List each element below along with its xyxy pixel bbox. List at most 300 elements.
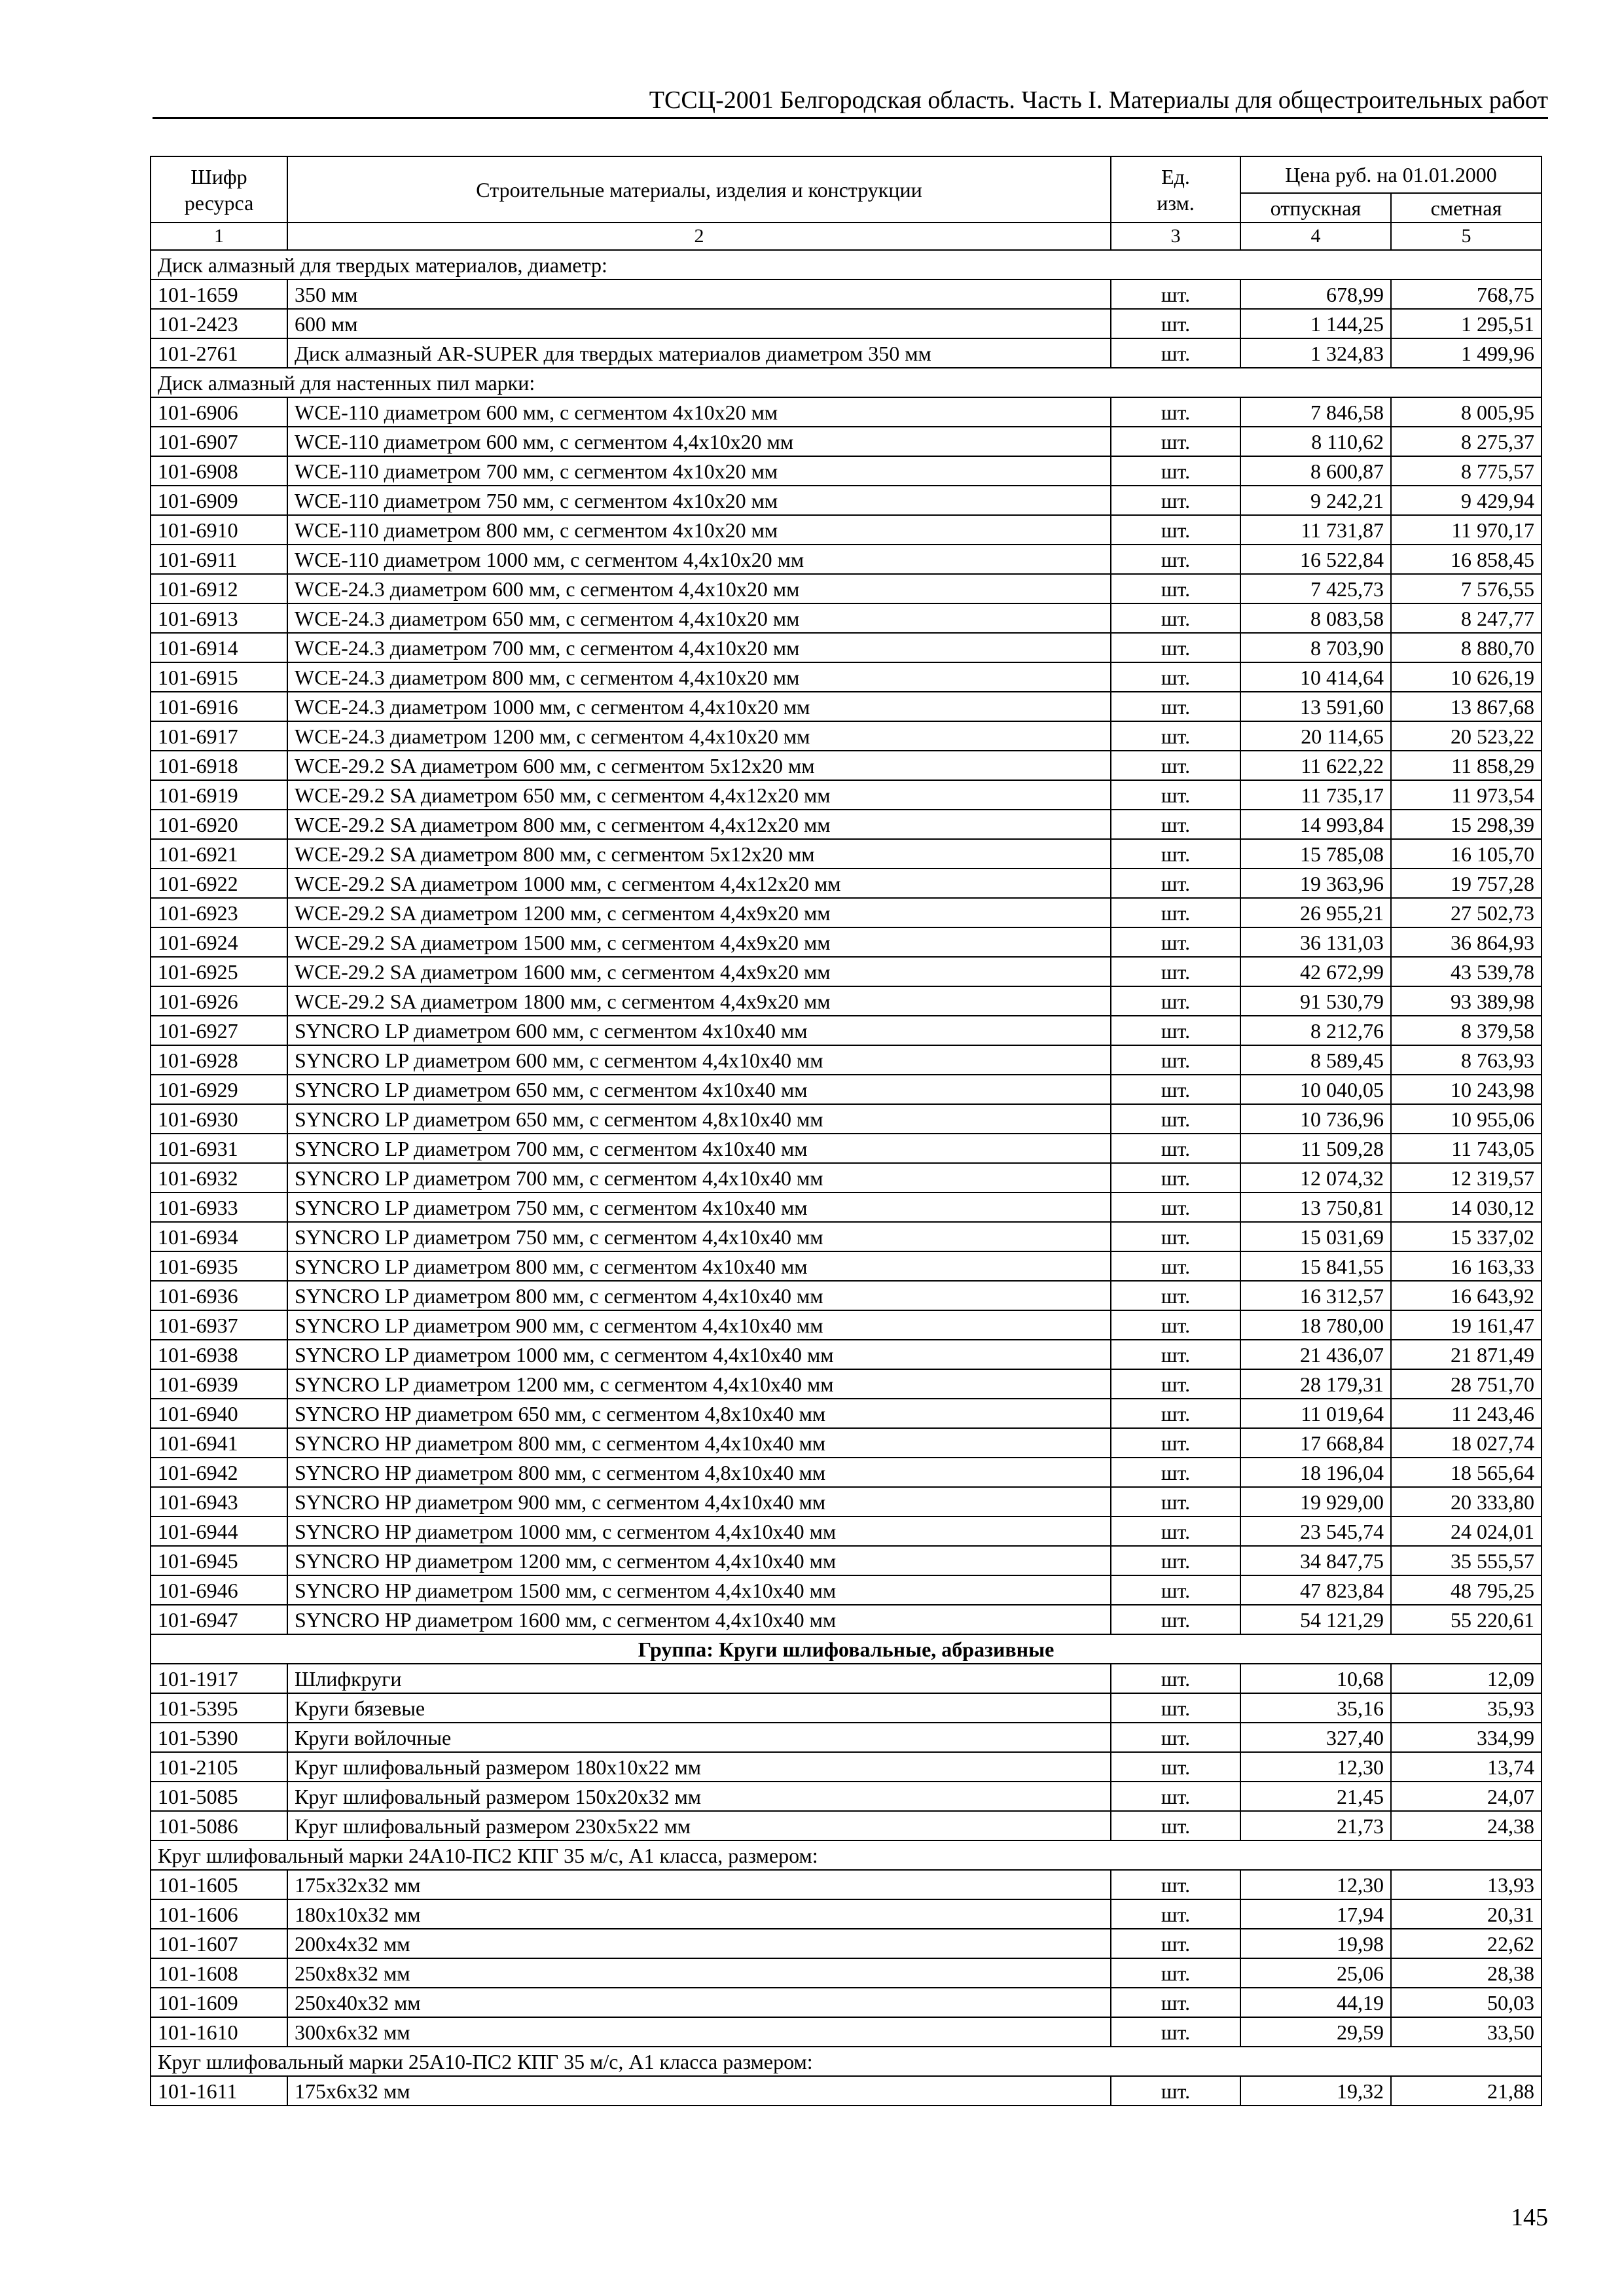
material-name: WCE-29.2 SA диаметром 1500 мм, с сегментом 4,4x9x20 мм <box>287 927 1111 957</box>
resource-code: 101-5086 <box>151 1811 287 1840</box>
material-name: SYNCRO LP диаметром 1200 мм, с сегментом 4,4x10x40 мм <box>287 1369 1111 1399</box>
estimate-price: 28 751,70 <box>1391 1369 1542 1399</box>
material-name: 350 мм <box>287 279 1111 309</box>
unit-of-measure: шт. <box>1111 1310 1240 1340</box>
estimate-price: 15 337,02 <box>1391 1222 1542 1251</box>
unit-of-measure: шт. <box>1111 1988 1240 2017</box>
resource-code: 101-1611 <box>151 2076 287 2106</box>
release-price: 12,30 <box>1240 1870 1391 1899</box>
resource-code: 101-6917 <box>151 721 287 751</box>
table-row <box>151 1340 1542 1369</box>
estimate-price: 20 523,22 <box>1391 721 1542 751</box>
column-number: 2 <box>287 223 1111 250</box>
resource-code: 101-6919 <box>151 780 287 810</box>
release-price: 1 144,25 <box>1240 309 1391 338</box>
material-name: Круг шлифовальный размером 230x5x22 мм <box>287 1811 1111 1840</box>
column-header-price: Цена руб. на 01.01.2000 <box>1240 156 1542 193</box>
header-rule <box>153 117 1548 119</box>
release-price: 327,40 <box>1240 1723 1391 1752</box>
resource-code: 101-6932 <box>151 1163 287 1193</box>
unit-of-measure: шт. <box>1111 1045 1240 1075</box>
material-name: SYNCRO LP диаметром 600 мм, с сегментом 4x10x40 мм <box>287 1016 1111 1045</box>
resource-code: 101-6936 <box>151 1281 287 1310</box>
estimate-price: 43 539,78 <box>1391 957 1542 986</box>
estimate-price: 768,75 <box>1391 279 1542 309</box>
release-price: 11 731,87 <box>1240 515 1391 545</box>
unit-of-measure: шт. <box>1111 1075 1240 1104</box>
table-row <box>151 839 1542 869</box>
table-row <box>151 927 1542 957</box>
table-row <box>151 1811 1542 1840</box>
table-row <box>151 1016 1542 1045</box>
estimate-price: 28,38 <box>1391 1958 1542 1988</box>
release-price: 19,98 <box>1240 1929 1391 1958</box>
resource-code: 101-6908 <box>151 456 287 486</box>
estimate-price: 10 243,98 <box>1391 1075 1542 1104</box>
unit-of-measure: шт. <box>1111 1546 1240 1575</box>
unit-of-measure: шт. <box>1111 1369 1240 1399</box>
estimate-price: 16 105,70 <box>1391 839 1542 869</box>
resource-code: 101-6942 <box>151 1458 287 1487</box>
table-row <box>151 1516 1542 1546</box>
resource-code: 101-6920 <box>151 810 287 839</box>
table-row <box>151 1723 1542 1752</box>
estimate-price: 18 565,64 <box>1391 1458 1542 1487</box>
table-row <box>151 1045 1542 1075</box>
material-name: WCE-110 диаметром 750 мм, с сегментом 4x10x20 мм <box>287 486 1111 515</box>
group-heading-row <box>151 1634 1542 1664</box>
unit-of-measure: шт. <box>1111 898 1240 927</box>
release-price: 10,68 <box>1240 1664 1391 1693</box>
table-row <box>151 898 1542 927</box>
material-name: SYNCRO LP диаметром 750 мм, с сегментом 4,4x10x40 мм <box>287 1222 1111 1251</box>
column-header-code: Шифр ресурса <box>151 156 287 223</box>
estimate-price: 11 973,54 <box>1391 780 1542 810</box>
table-header <box>151 156 1542 250</box>
release-price: 29,59 <box>1240 2017 1391 2047</box>
table-row <box>151 338 1542 368</box>
table-row <box>151 1870 1542 1899</box>
unit-of-measure: шт. <box>1111 338 1240 368</box>
resource-code: 101-5395 <box>151 1693 287 1723</box>
material-name: SYNCRO LP диаметром 600 мм, с сегментом 4,4x10x40 мм <box>287 1045 1111 1075</box>
release-price: 18 196,04 <box>1240 1458 1391 1487</box>
material-name: WCE-24.3 диаметром 1000 мм, с сегментом 4,4x10x20 мм <box>287 692 1111 721</box>
release-price: 26 955,21 <box>1240 898 1391 927</box>
table-row <box>151 810 1542 839</box>
resource-code: 101-6921 <box>151 839 287 869</box>
material-name: 200x4x32 мм <box>287 1929 1111 1958</box>
estimate-price: 24,38 <box>1391 1811 1542 1840</box>
resource-code: 101-6946 <box>151 1575 287 1605</box>
resource-code: 101-1607 <box>151 1929 287 1958</box>
unit-of-measure: шт. <box>1111 662 1240 692</box>
resource-code: 101-6915 <box>151 662 287 692</box>
table-row <box>151 1752 1542 1782</box>
unit-of-measure: шт. <box>1111 1193 1240 1222</box>
resource-code: 101-1606 <box>151 1899 287 1929</box>
unit-of-measure: шт. <box>1111 486 1240 515</box>
resource-code: 101-6916 <box>151 692 287 721</box>
estimate-price: 16 163,33 <box>1391 1251 1542 1281</box>
material-name: SYNCRO LP диаметром 800 мм, с сегментом 4,4x10x40 мм <box>287 1281 1111 1310</box>
unit-of-measure: шт. <box>1111 427 1240 456</box>
table-row <box>151 1281 1542 1310</box>
resource-code: 101-6937 <box>151 1310 287 1340</box>
unit-of-measure: шт. <box>1111 1428 1240 1458</box>
estimate-price: 334,99 <box>1391 1723 1542 1752</box>
unit-of-measure: шт. <box>1111 1016 1240 1045</box>
material-name: WCE-29.2 SA диаметром 600 мм, с сегментом 5x12x20 мм <box>287 751 1111 780</box>
material-name: WCE-110 диаметром 600 мм, с сегментом 4x10x20 мм <box>287 397 1111 427</box>
table-row <box>151 1222 1542 1251</box>
material-name: Круги бязевые <box>287 1693 1111 1723</box>
unit-of-measure: шт. <box>1111 927 1240 957</box>
unit-of-measure: шт. <box>1111 780 1240 810</box>
unit-of-measure: шт. <box>1111 1929 1240 1958</box>
material-name: 250x40x32 мм <box>287 1988 1111 2017</box>
material-name: WCE-29.2 SA диаметром 1600 мм, с сегментом 4,4x9x20 мм <box>287 957 1111 986</box>
resource-code: 101-6911 <box>151 545 287 574</box>
resource-code: 101-6930 <box>151 1104 287 1134</box>
release-price: 17 668,84 <box>1240 1428 1391 1458</box>
column-number: 3 <box>1111 223 1240 250</box>
unit-of-measure: шт. <box>1111 1693 1240 1723</box>
section-heading-row <box>151 1840 1542 1870</box>
table-row <box>151 427 1542 456</box>
unit-of-measure: шт. <box>1111 1163 1240 1193</box>
resource-code: 101-6935 <box>151 1251 287 1281</box>
unit-of-measure: шт. <box>1111 692 1240 721</box>
resource-code: 101-1609 <box>151 1988 287 2017</box>
table-row <box>151 1075 1542 1104</box>
material-name: WCE-29.2 SA диаметром 650 мм, с сегментом 4,4x12x20 мм <box>287 780 1111 810</box>
material-name: WCE-110 диаметром 1000 мм, с сегментом 4,4x10x20 мм <box>287 545 1111 574</box>
release-price: 44,19 <box>1240 1988 1391 2017</box>
material-name: 250x8x32 мм <box>287 1958 1111 1988</box>
estimate-price: 93 389,98 <box>1391 986 1542 1016</box>
release-price: 21,45 <box>1240 1782 1391 1811</box>
table-row <box>151 2076 1542 2106</box>
unit-of-measure: шт. <box>1111 633 1240 662</box>
table-row <box>151 574 1542 603</box>
release-price: 10 040,05 <box>1240 1075 1391 1104</box>
estimate-price: 11 858,29 <box>1391 751 1542 780</box>
resource-code: 101-6931 <box>151 1134 287 1163</box>
table-row <box>151 1193 1542 1222</box>
unit-of-measure: шт. <box>1111 1251 1240 1281</box>
release-price: 15 785,08 <box>1240 839 1391 869</box>
table-row <box>151 1428 1542 1458</box>
unit-of-measure: шт. <box>1111 2076 1240 2106</box>
resource-code: 101-6922 <box>151 869 287 898</box>
release-price: 19 929,00 <box>1240 1487 1391 1516</box>
estimate-price: 19 161,47 <box>1391 1310 1542 1340</box>
table-row <box>151 1310 1542 1340</box>
estimate-price: 8 763,93 <box>1391 1045 1542 1075</box>
table-row <box>151 986 1542 1016</box>
estimate-price: 8 275,37 <box>1391 427 1542 456</box>
resource-code: 101-6929 <box>151 1075 287 1104</box>
material-name: WCE-24.3 диаметром 650 мм, с сегментом 4,4x10x20 мм <box>287 603 1111 633</box>
section-heading-row <box>151 368 1542 397</box>
unit-of-measure: шт. <box>1111 1458 1240 1487</box>
section-heading-row <box>151 250 1542 279</box>
unit-of-measure: шт. <box>1111 309 1240 338</box>
column-number: 4 <box>1240 223 1391 250</box>
table-row <box>151 751 1542 780</box>
table-row <box>151 1575 1542 1605</box>
estimate-price: 18 027,74 <box>1391 1428 1542 1458</box>
material-name: SYNCRO HP диаметром 650 мм, с сегментом 4,8x10x40 мм <box>287 1399 1111 1428</box>
material-name: 175x32x32 мм <box>287 1870 1111 1899</box>
estimate-price: 11 743,05 <box>1391 1134 1542 1163</box>
estimate-price: 9 429,94 <box>1391 486 1542 515</box>
resource-code: 101-6926 <box>151 986 287 1016</box>
unit-of-measure: шт. <box>1111 1782 1240 1811</box>
release-price: 10 414,64 <box>1240 662 1391 692</box>
unit-of-measure: шт. <box>1111 721 1240 751</box>
release-price: 16 522,84 <box>1240 545 1391 574</box>
resource-code: 101-6907 <box>151 427 287 456</box>
price-table <box>150 156 1542 2106</box>
release-price: 678,99 <box>1240 279 1391 309</box>
table-row <box>151 1487 1542 1516</box>
resource-code: 101-6914 <box>151 633 287 662</box>
table-row <box>151 869 1542 898</box>
resource-code: 101-2105 <box>151 1752 287 1782</box>
table-row <box>151 633 1542 662</box>
unit-of-measure: шт. <box>1111 515 1240 545</box>
release-price: 8 083,58 <box>1240 603 1391 633</box>
unit-of-measure: шт. <box>1111 1104 1240 1134</box>
estimate-price: 12 319,57 <box>1391 1163 1542 1193</box>
table-row <box>151 721 1542 751</box>
material-name: SYNCRO HP диаметром 1500 мм, с сегментом 4,4x10x40 мм <box>287 1575 1111 1605</box>
material-name: SYNCRO HP диаметром 900 мм, с сегментом 4,4x10x40 мм <box>287 1487 1111 1516</box>
table-row <box>151 515 1542 545</box>
unit-of-measure: шт. <box>1111 1340 1240 1369</box>
resource-code: 101-6928 <box>151 1045 287 1075</box>
material-name: Диск алмазный AR-SUPER для твердых материалов диаметром 350 мм <box>287 338 1111 368</box>
resource-code: 101-5085 <box>151 1782 287 1811</box>
estimate-price: 33,50 <box>1391 2017 1542 2047</box>
table-row <box>151 1899 1542 1929</box>
material-name: SYNCRO LP диаметром 800 мм, с сегментом 4x10x40 мм <box>287 1251 1111 1281</box>
table-row <box>151 1546 1542 1575</box>
table-row <box>151 1693 1542 1723</box>
material-name: Круги войлочные <box>287 1723 1111 1752</box>
release-price: 91 530,79 <box>1240 986 1391 1016</box>
column-number: 5 <box>1391 223 1542 250</box>
resource-code: 101-6945 <box>151 1546 287 1575</box>
estimate-price: 12,09 <box>1391 1664 1542 1693</box>
material-name: Круг шлифовальный размером 150x20x32 мм <box>287 1782 1111 1811</box>
release-price: 47 823,84 <box>1240 1575 1391 1605</box>
material-name: WCE-29.2 SA диаметром 800 мм, с сегментом 4,4x12x20 мм <box>287 810 1111 839</box>
material-name: SYNCRO LP диаметром 650 мм, с сегментом 4,8x10x40 мм <box>287 1104 1111 1134</box>
estimate-price: 48 795,25 <box>1391 1575 1542 1605</box>
material-name: Шлифкруги <box>287 1664 1111 1693</box>
release-price: 20 114,65 <box>1240 721 1391 751</box>
material-name: WCE-29.2 SA диаметром 800 мм, с сегментом 5x12x20 мм <box>287 839 1111 869</box>
estimate-price: 1 499,96 <box>1391 338 1542 368</box>
resource-code: 101-6947 <box>151 1605 287 1634</box>
estimate-price: 15 298,39 <box>1391 810 1542 839</box>
estimate-price: 24,07 <box>1391 1782 1542 1811</box>
release-price: 36 131,03 <box>1240 927 1391 957</box>
estimate-price: 10 955,06 <box>1391 1104 1542 1134</box>
resource-code: 101-1659 <box>151 279 287 309</box>
estimate-price: 11 970,17 <box>1391 515 1542 545</box>
material-name: 180x10x32 мм <box>287 1899 1111 1929</box>
unit-of-measure: шт. <box>1111 1870 1240 1899</box>
material-name: WCE-24.3 диаметром 1200 мм, с сегментом 4,4x10x20 мм <box>287 721 1111 751</box>
release-price: 9 242,21 <box>1240 486 1391 515</box>
release-price: 15 841,55 <box>1240 1251 1391 1281</box>
table-row <box>151 662 1542 692</box>
column-number: 1 <box>151 223 287 250</box>
table-row <box>151 1988 1542 2017</box>
resource-code: 101-6941 <box>151 1428 287 1458</box>
resource-code: 101-2761 <box>151 338 287 368</box>
resource-code: 101-6918 <box>151 751 287 780</box>
release-price: 8 589,45 <box>1240 1045 1391 1075</box>
table-row <box>151 1134 1542 1163</box>
table-row <box>151 1605 1542 1634</box>
table-row <box>151 692 1542 721</box>
table-body <box>151 250 1542 2106</box>
material-name: 300x6x32 мм <box>287 2017 1111 2047</box>
material-name: SYNCRO LP диаметром 900 мм, с сегментом 4,4x10x40 мм <box>287 1310 1111 1340</box>
release-price: 13 750,81 <box>1240 1193 1391 1222</box>
material-name: SYNCRO HP диаметром 1600 мм, с сегментом 4,4x10x40 мм <box>287 1605 1111 1634</box>
release-price: 17,94 <box>1240 1899 1391 1929</box>
material-name: SYNCRO HP диаметром 1000 мм, с сегментом 4,4x10x40 мм <box>287 1516 1111 1546</box>
resource-code: 101-6934 <box>151 1222 287 1251</box>
release-price: 19,32 <box>1240 2076 1391 2106</box>
material-name: WCE-29.2 SA диаметром 1000 мм, с сегментом 4,4x12x20 мм <box>287 869 1111 898</box>
unit-of-measure: шт. <box>1111 1222 1240 1251</box>
estimate-price: 22,62 <box>1391 1929 1542 1958</box>
resource-code: 101-1605 <box>151 1870 287 1899</box>
resource-code: 101-6909 <box>151 486 287 515</box>
release-price: 25,06 <box>1240 1958 1391 1988</box>
section-heading: Диск алмазный для твердых материалов, диаметр: <box>151 250 1542 279</box>
resource-code: 101-1608 <box>151 1958 287 1988</box>
material-name: SYNCRO LP диаметром 750 мм, с сегментом 4x10x40 мм <box>287 1193 1111 1222</box>
material-name: SYNCRO HP диаметром 1200 мм, с сегментом 4,4x10x40 мм <box>287 1546 1111 1575</box>
material-name: WCE-24.3 диаметром 700 мм, с сегментом 4,4x10x20 мм <box>287 633 1111 662</box>
unit-of-measure: шт. <box>1111 1899 1240 1929</box>
resource-code: 101-6939 <box>151 1369 287 1399</box>
material-name: WCE-110 диаметром 800 мм, с сегментом 4x10x20 мм <box>287 515 1111 545</box>
table-row <box>151 1369 1542 1399</box>
table-row <box>151 309 1542 338</box>
table-row <box>151 456 1542 486</box>
material-name: WCE-110 диаметром 600 мм, с сегментом 4,4x10x20 мм <box>287 427 1111 456</box>
unit-of-measure: шт. <box>1111 1723 1240 1752</box>
material-name: 175x6x32 мм <box>287 2076 1111 2106</box>
resource-code: 101-6938 <box>151 1340 287 1369</box>
unit-of-measure: шт. <box>1111 957 1240 986</box>
unit-of-measure: шт. <box>1111 1281 1240 1310</box>
unit-of-measure: шт. <box>1111 279 1240 309</box>
material-name: WCE-29.2 SA диаметром 1800 мм, с сегментом 4,4x9x20 мм <box>287 986 1111 1016</box>
release-price: 23 545,74 <box>1240 1516 1391 1546</box>
table-row <box>151 1104 1542 1134</box>
unit-of-measure: шт. <box>1111 1134 1240 1163</box>
material-name: WCE-29.2 SA диаметром 1200 мм, с сегментом 4,4x9x20 мм <box>287 898 1111 927</box>
estimate-price: 11 243,46 <box>1391 1399 1542 1428</box>
release-price: 14 993,84 <box>1240 810 1391 839</box>
unit-of-measure: шт. <box>1111 603 1240 633</box>
resource-code: 101-6924 <box>151 927 287 957</box>
material-name: Круг шлифовальный размером 180x10x22 мм <box>287 1752 1111 1782</box>
unit-of-measure: шт. <box>1111 751 1240 780</box>
unit-of-measure: шт. <box>1111 545 1240 574</box>
estimate-price: 50,03 <box>1391 1988 1542 2017</box>
table-row <box>151 279 1542 309</box>
release-price: 19 363,96 <box>1240 869 1391 898</box>
estimate-price: 20,31 <box>1391 1899 1542 1929</box>
section-heading: Круг шлифовальный марки 24А10-ПС2 КПГ 35 м/с, А1 класса, размером: <box>151 1840 1542 1870</box>
estimate-price: 27 502,73 <box>1391 898 1542 927</box>
release-price: 16 312,57 <box>1240 1281 1391 1310</box>
estimate-price: 8 775,57 <box>1391 456 1542 486</box>
unit-of-measure: шт. <box>1111 986 1240 1016</box>
table-row <box>151 1929 1542 1958</box>
table-row <box>151 1958 1542 1988</box>
section-heading: Круг шлифовальный марки 25А10-ПС2 КПГ 35 м/с, А1 класса размером: <box>151 2047 1542 2076</box>
group-heading: Группа: Круги шлифовальные, абразивные <box>151 1634 1542 1664</box>
column-header-name: Строительные материалы, изделия и конструкции <box>287 156 1111 223</box>
resource-code: 101-6923 <box>151 898 287 927</box>
estimate-price: 8 005,95 <box>1391 397 1542 427</box>
material-name: 600 мм <box>287 309 1111 338</box>
release-price: 11 735,17 <box>1240 780 1391 810</box>
unit-of-measure: шт. <box>1111 397 1240 427</box>
material-name: WCE-24.3 диаметром 600 мм, с сегментом 4,4x10x20 мм <box>287 574 1111 603</box>
material-name: SYNCRO LP диаметром 1000 мм, с сегментом 4,4x10x40 мм <box>287 1340 1111 1369</box>
running-header: ТССЦ-2001 Белгородская область. Часть I. Материалы для общестроительных работ <box>649 86 1548 114</box>
estimate-price: 8 379,58 <box>1391 1016 1542 1045</box>
resource-code: 101-6943 <box>151 1487 287 1516</box>
material-name: SYNCRO LP диаметром 700 мм, с сегментом 4x10x40 мм <box>287 1134 1111 1163</box>
unit-of-measure: шт. <box>1111 839 1240 869</box>
material-name: SYNCRO HP диаметром 800 мм, с сегментом 4,8x10x40 мм <box>287 1458 1111 1487</box>
unit-of-measure: шт. <box>1111 1958 1240 1988</box>
estimate-price: 35 555,57 <box>1391 1546 1542 1575</box>
estimate-price: 24 024,01 <box>1391 1516 1542 1546</box>
page-number: 145 <box>1511 2204 1548 2231</box>
estimate-price: 21 871,49 <box>1391 1340 1542 1369</box>
unit-of-measure: шт. <box>1111 1399 1240 1428</box>
estimate-price: 16 858,45 <box>1391 545 1542 574</box>
estimate-price: 13,93 <box>1391 1870 1542 1899</box>
table-row <box>151 957 1542 986</box>
release-price: 21 436,07 <box>1240 1340 1391 1369</box>
unit-of-measure: шт. <box>1111 1605 1240 1634</box>
release-price: 11 019,64 <box>1240 1399 1391 1428</box>
column-header-estimate: сметная <box>1391 193 1542 223</box>
release-price: 11 509,28 <box>1240 1134 1391 1163</box>
column-header-release: отпускная <box>1240 193 1391 223</box>
estimate-price: 7 576,55 <box>1391 574 1542 603</box>
release-price: 11 622,22 <box>1240 751 1391 780</box>
release-price: 8 212,76 <box>1240 1016 1391 1045</box>
unit-of-measure: шт. <box>1111 1664 1240 1693</box>
